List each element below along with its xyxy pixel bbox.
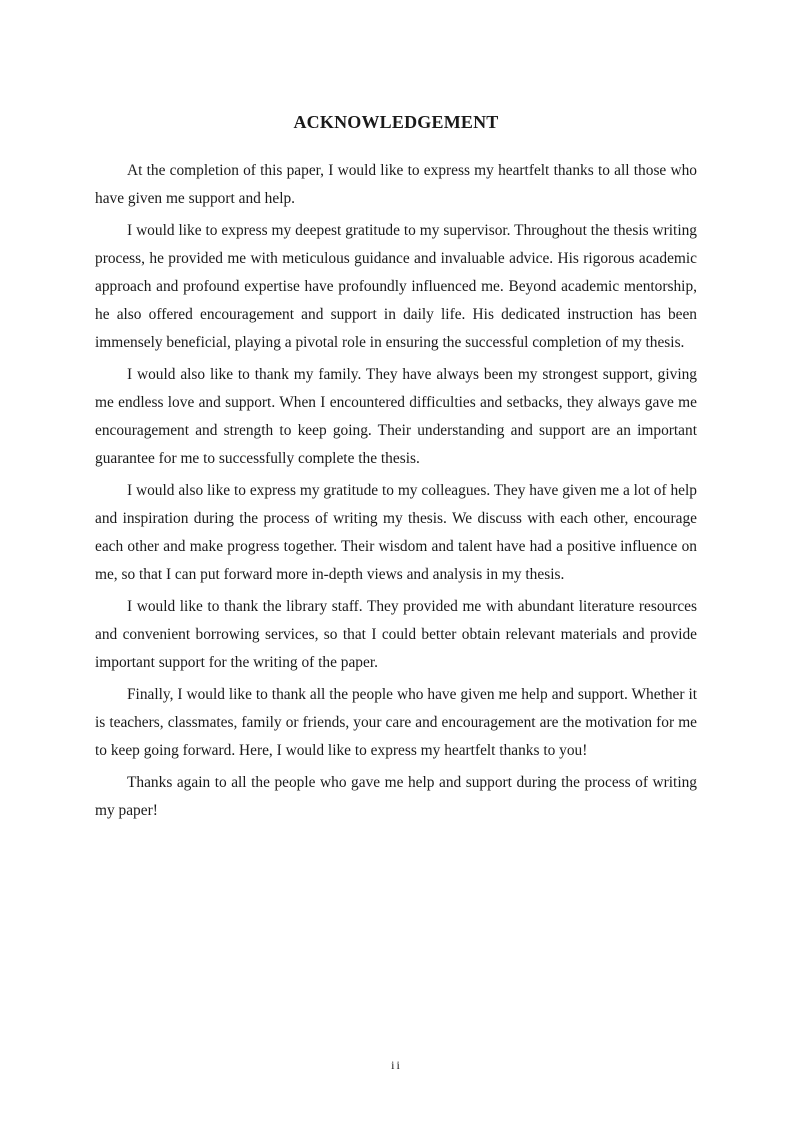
paragraph-library-staff: I would like to thank the library staff. They provided me with abundant literature resources and convenient borrowing services, so that I could better obtain relevant materials and provide important support for the writing of the paper. [95, 598, 697, 671]
paragraph-closing: Thanks again to all the people who gave me help and support during the process of writing my paper! [95, 774, 697, 819]
paragraph-supervisor: I would like to express my deepest gratitude to my supervisor. Throughout the thesis writing process, he provided me with meticulous guidance and invaluable advice. His rigorous academic approach and profound expertise have profoundly influenced me. Beyond academic mentorship, he also offered encouragement and support in daily life. His dedicated instruction has been immensely beneficial, playing a pivotal role in ensuring the successful completion of my thesis. [95, 222, 697, 351]
paragraph-colleagues: I would also like to express my gratitude to my colleagues. They have given me a lot of help and inspiration during the process of writing my thesis. We discuss with each other, encourage each other and make progress together. Their wisdom and talent have had a positive influence on me, so that I can put forward more in-depth views and analysis in my thesis. [95, 482, 697, 583]
paragraph-family: I would also like to thank my family. They have always been my strongest support, giving me endless love and support. When I encountered difficulties and setbacks, they always gave me encouragement and strength to keep going. Their understanding and support are an important guarantee for me to successfully complete the thesis. [95, 366, 697, 467]
paragraph-everyone: Finally, I would like to thank all the people who have given me help and support. Whether it is teachers, classmates, family or friends, your care and encouragement are the motivation for me to keep going forward. Here, I would like to express my heartfelt thanks to you! [95, 686, 697, 759]
page-number: ii [391, 1058, 402, 1072]
paragraph-opening: At the completion of this paper, I would like to express my heartfelt thanks to all those who have given me support and help. [95, 162, 697, 207]
page-title: ACKNOWLEDGEMENT [293, 112, 499, 132]
acknowledgement-body [95, 157, 697, 829]
